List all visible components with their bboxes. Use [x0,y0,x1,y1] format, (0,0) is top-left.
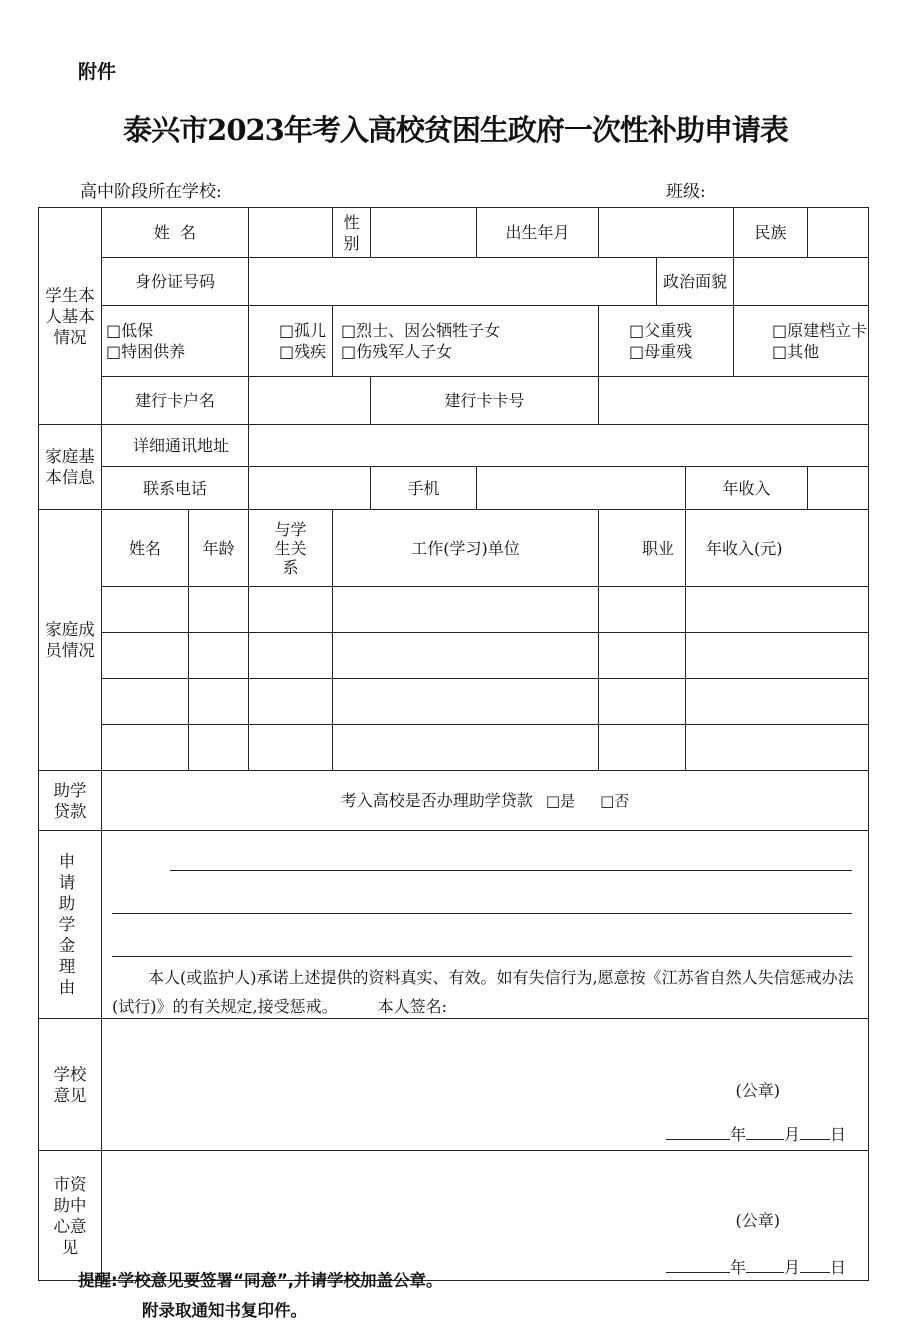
month-label: 月 [783,1125,800,1144]
mobile-field[interactable] [477,467,686,510]
option-veteran-child[interactable]: □伤残军人子女 [341,342,453,361]
member-cell[interactable] [102,725,189,771]
address-field[interactable] [249,425,869,467]
member-cell[interactable] [686,725,869,771]
member-cell[interactable] [102,633,189,679]
col-member-name: 姓名 [102,510,189,587]
option-father-disabled[interactable]: □父重残 [629,321,693,340]
school-date[interactable] [666,1123,846,1145]
political-field[interactable] [734,258,869,306]
bank-no-label: 建行卡卡号 [371,377,599,425]
member-cell[interactable] [599,679,686,725]
option-martyr-child[interactable]: □烈士、因公牺牲子女 [341,321,501,340]
year-label: 年 [729,1258,746,1277]
member-row [39,725,869,771]
member-cell[interactable] [599,587,686,633]
member-row [39,587,869,633]
col-member-age: 年龄 [189,510,249,587]
reminder-line-2: 附录取通知书复印件。 [142,1301,307,1320]
option-group-5[interactable] [734,306,869,377]
loan-row [102,771,869,831]
income-field[interactable] [808,467,869,510]
member-cell[interactable] [599,725,686,771]
address-label: 详细通讯地址 [102,425,249,467]
name-field[interactable] [249,208,333,258]
day-label: 日 [829,1258,846,1277]
reason-line [112,956,852,957]
member-cell[interactable] [102,587,189,633]
name-label: 姓 名 [102,208,249,258]
option-group-3[interactable] [333,306,599,377]
school-seal-label: (公章) [735,1081,780,1100]
city-date[interactable] [666,1256,846,1278]
month-label: 月 [783,1258,800,1277]
col-member-income: 年收入(元) [686,510,869,587]
bank-name-field[interactable] [249,377,371,425]
member-cell[interactable] [249,633,333,679]
member-cell[interactable] [333,633,599,679]
day-label: 日 [829,1125,846,1144]
reason-section-label: 申请助学金理由 [39,831,102,1019]
option-group-4[interactable] [599,306,734,377]
school-opinion-field[interactable] [102,1019,869,1151]
loan-yes-checkbox[interactable]: □是 [545,791,575,810]
bank-no-field[interactable] [599,377,869,425]
option-other[interactable]: □其他 [772,342,820,361]
option-group-1[interactable] [102,306,249,377]
ethnicity-label: 民族 [734,208,808,258]
class-label: 班级: [666,182,706,202]
option-disabled[interactable]: □残疾 [279,342,327,361]
member-cell[interactable] [333,725,599,771]
member-cell[interactable] [686,679,869,725]
id-field[interactable] [249,258,657,306]
member-cell[interactable] [333,679,599,725]
sign-label: 本人签名: [377,997,447,1016]
promise-statement: 本人(或监护人)承诺上述提供的资料真实、有效。如有失信行为,愿意按《江苏省自然人失信惩戒办法(试行)》的有关规定,接受惩戒。 [112,968,854,1016]
school-opinion-section-label: 学校意见 [39,1019,102,1151]
phone-label: 联系电话 [102,467,249,510]
gender-field[interactable] [371,208,477,258]
col-member-work: 工作(学习)单位 [333,510,599,587]
member-cell[interactable] [189,679,249,725]
member-cell[interactable] [686,587,869,633]
loan-question: 考入高校是否办理助学贷款 [340,790,533,810]
member-cell[interactable] [189,725,249,771]
option-group-2[interactable] [249,306,333,377]
reminder-line-1: 提醒:学校意见要签署“同意”,并请学校加盖公章。 [78,1271,443,1290]
member-cell[interactable] [249,725,333,771]
family-section-label: 家庭基本信息 [39,425,102,510]
income-label: 年收入 [686,467,808,510]
city-opinion-section-label: 市资助中心意见 [39,1151,102,1281]
member-cell[interactable] [102,679,189,725]
phone-field[interactable] [249,467,371,510]
mobile-label: 手机 [371,467,477,510]
birth-label: 出生年月 [477,208,599,258]
bank-name-label: 建行卡户名 [102,377,249,425]
member-row [39,633,869,679]
member-cell[interactable] [189,633,249,679]
member-cell[interactable] [189,587,249,633]
member-cell[interactable] [249,587,333,633]
option-tekun[interactable]: □特困供养 [106,342,186,361]
option-mother-disabled[interactable]: □母重残 [629,342,693,361]
promise-text [112,963,860,1019]
member-cell[interactable] [249,679,333,725]
reason-field[interactable] [102,831,869,1019]
member-cell[interactable] [686,633,869,679]
school-label: 高中阶段所在学校: [80,182,222,202]
application-form [38,207,869,1281]
member-cell[interactable] [333,587,599,633]
city-opinion-field[interactable] [102,1151,869,1281]
col-member-job: 职业 [599,510,686,587]
option-archived[interactable]: □原建档立卡 [772,321,868,340]
reminder-note [78,1266,443,1326]
loan-section-label: 助学贷款 [39,771,102,831]
member-row [39,679,869,725]
col-member-relation: 与学生关系 [249,510,333,587]
city-seal-label: (公章) [735,1211,780,1230]
birth-field[interactable] [599,208,734,258]
form-title: 泰兴市2023年考入高校贫困生政府一次性补助申请表 [123,113,788,147]
members-section-label: 家庭成员情况 [39,510,102,771]
member-cell[interactable] [599,633,686,679]
ethnicity-field[interactable] [808,208,869,258]
attachment-label: 附件 [78,61,117,83]
option-dibao[interactable]: □低保 [106,321,154,340]
loan-no-checkbox[interactable]: □否 [600,791,630,810]
reason-line [170,870,852,871]
student-section-label: 学生本人基本情况 [39,208,102,425]
year-label: 年 [729,1125,746,1144]
gender-label: 性别 [333,208,371,258]
political-label: 政治面貌 [657,258,734,306]
reason-line [112,913,852,914]
id-label: 身份证号码 [102,258,249,306]
option-orphan[interactable]: □孤儿 [279,321,327,340]
